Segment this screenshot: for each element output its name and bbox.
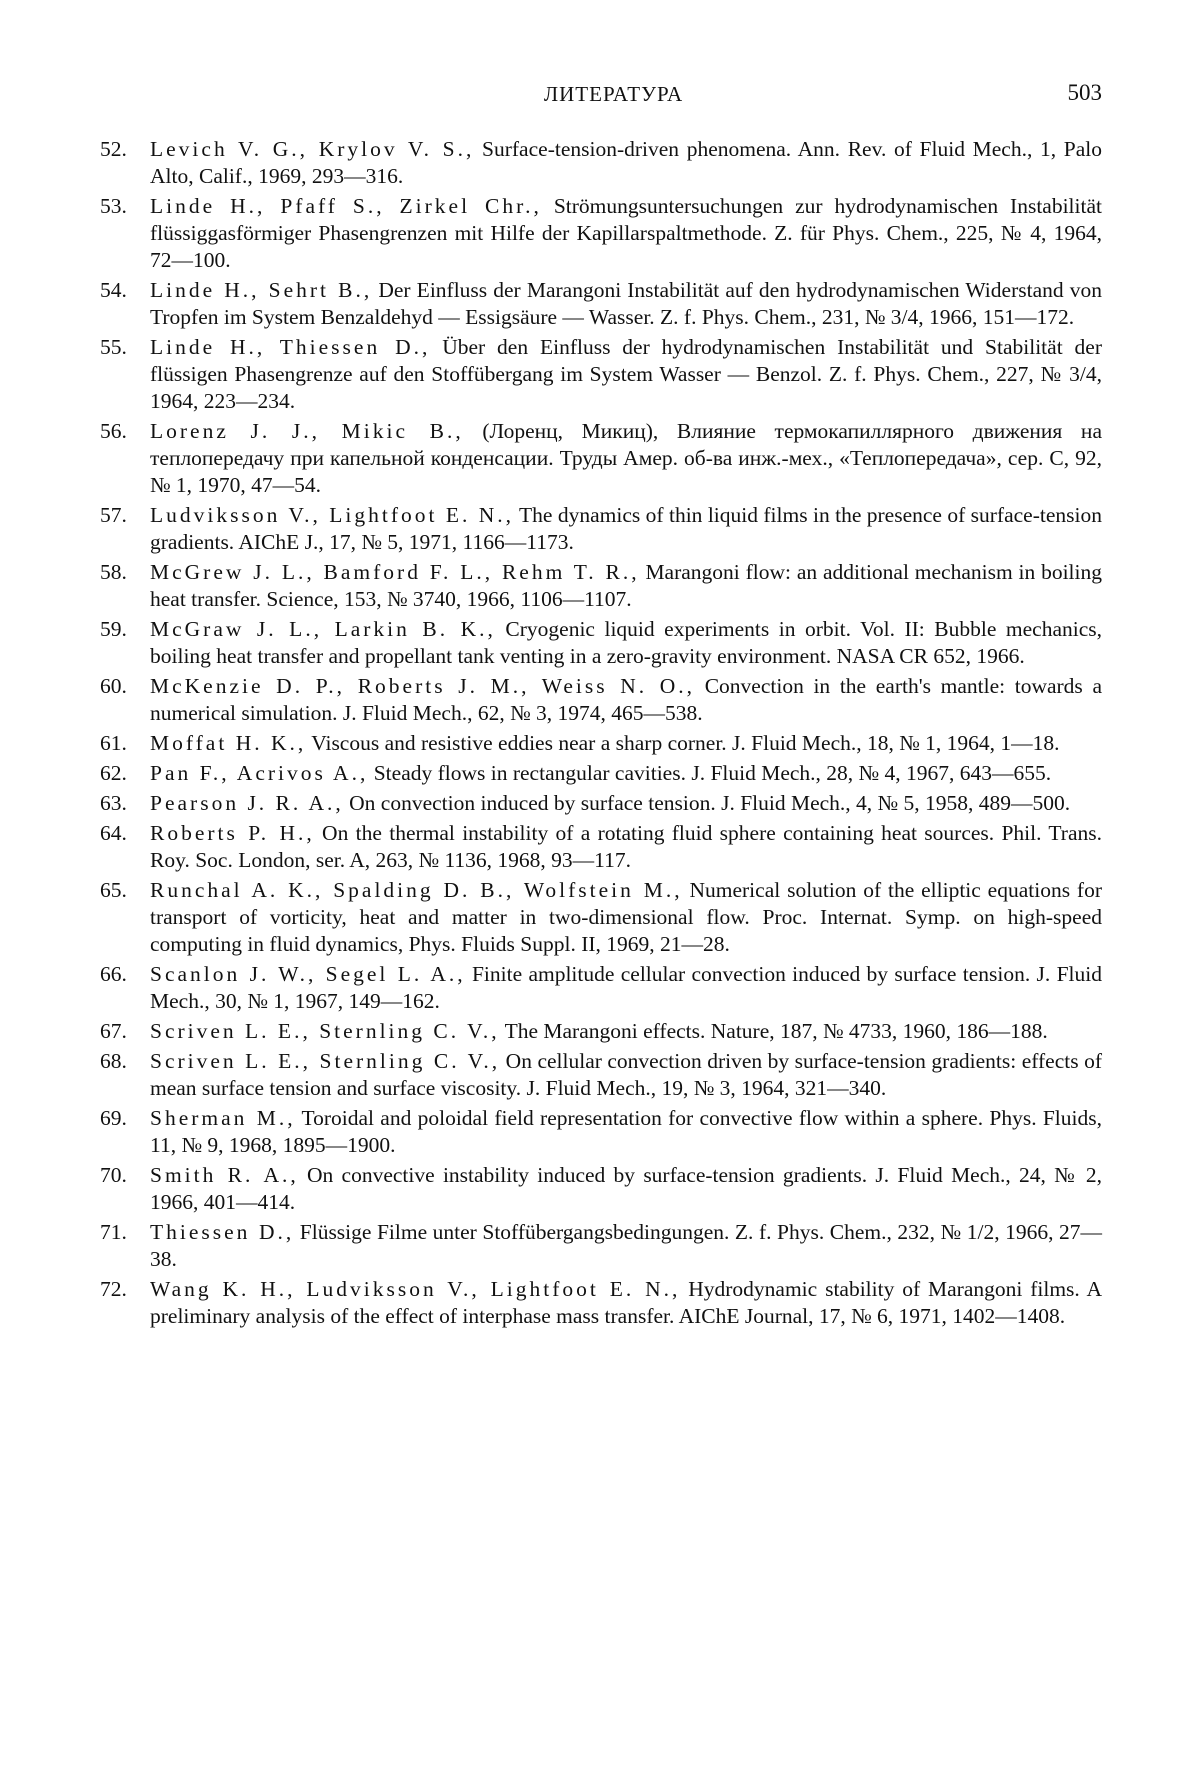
reference-authors: Scriven L. E., Sternling C. V.,: [150, 1019, 500, 1043]
reference-number: 64.: [100, 821, 127, 845]
reference-number: 69.: [100, 1106, 127, 1130]
reference-text: The dynamics of thin liquid films in the presence of surface-tension gradients. AIChE J., 17, № 5, 1971, 1166—1173.: [150, 503, 1102, 554]
reference-number: 68.: [100, 1049, 127, 1073]
reference-item: [100, 277, 1102, 331]
reference-number: 52.: [100, 137, 127, 161]
reference-authors: Ludviksson V., Lightfoot E. N.,: [150, 503, 515, 527]
reference-text: Numerical solution of the elliptic equations for transport of vorticity, heat and matter in two-dimensional flow. Proc. Internat. Symp. on high-speed computing in fluid dynamics, Phys. Fluids Suppl. II, 1969, 21—28.: [150, 878, 1102, 956]
reference-number: 65.: [100, 878, 127, 902]
reference-item: [100, 1048, 1102, 1102]
reference-authors: Moffat H. K.,: [150, 731, 307, 755]
reference-item: [100, 877, 1102, 958]
reference-number: 61.: [100, 731, 127, 755]
reference-authors: Thiessen D.,: [150, 1220, 295, 1244]
reference-authors: Scanlon J. W., Segel L. A.,: [150, 962, 466, 986]
reference-authors: Levich V. G., Krylov V. S.,: [150, 137, 475, 161]
reference-item: [100, 1276, 1102, 1330]
reference-number: 57.: [100, 503, 127, 527]
reference-item: [100, 730, 1102, 757]
reference-number: 71.: [100, 1220, 127, 1244]
reference-authors: Sherman M.,: [150, 1106, 296, 1130]
reference-text: The Marangoni effects. Nature, 187, № 4733, 1960, 186—188.: [499, 1019, 1048, 1043]
reference-item: [100, 1018, 1102, 1045]
reference-number: 70.: [100, 1163, 127, 1187]
reference-item: [100, 1162, 1102, 1216]
reference-text: On convective instability induced by surface-tension gradients. J. Fluid Mech., 24, № 2, 1966, 401—414.: [150, 1163, 1102, 1214]
reference-item: [100, 1219, 1102, 1273]
reference-authors: Linde H., Thiessen D.,: [150, 335, 431, 359]
reference-text: Marangoni flow: an additional mechanism in boiling heat transfer. Science, 153, № 3740, 1966, 1106—1107.: [150, 560, 1102, 611]
reference-number: 55.: [100, 335, 127, 359]
reference-item: [100, 673, 1102, 727]
reference-item: [100, 616, 1102, 670]
reference-text: Cryogenic liquid experiments in orbit. Vol. II: Bubble mechanics, boiling heat transfer and propellant tank venting in a zero-gravity environment. NASA CR 652, 1966.: [150, 617, 1102, 668]
reference-text: Toroidal and poloidal field representation for convective flow within a sphere. Phys. Fluids, 11, № 9, 1968, 1895—1900.: [150, 1106, 1102, 1157]
reference-item: [100, 502, 1102, 556]
reference-number: 53.: [100, 194, 127, 218]
reference-text: Hydrodynamic stability of Marangoni films. A preliminary analysis of the effect of interphase mass transfer. AIChE Journal, 17, № 6, 1971, 1402—1408.: [150, 1277, 1102, 1328]
reference-authors: Linde H., Pfaff S., Zirkel Chr.,: [150, 194, 542, 218]
reference-number: 60.: [100, 674, 127, 698]
reference-authors: Pearson J. R. A.,: [150, 791, 344, 815]
reference-text: (Лоренц, Микиц), Влияние термокапиллярного движения на теплопередачу при капельной конденсации. Труды Амер. об-ва инж.-мех., «Теплопередача», сер. С, 92, № 1, 1970, 47—54.: [150, 419, 1102, 497]
reference-number: 62.: [100, 761, 127, 785]
running-title: ЛИТЕРАТУРА: [543, 82, 684, 106]
reference-number: 58.: [100, 560, 127, 584]
reference-item: [100, 1105, 1102, 1159]
reference-number: 56.: [100, 419, 127, 443]
reference-authors: Wang K. H., Ludviksson V., Lightfoot E. N.,: [150, 1277, 681, 1301]
reference-number: 67.: [100, 1019, 127, 1043]
reference-text: Flüssige Filme unter Stoffübergangsbedingungen. Z. f. Phys. Chem., 232, № 1/2, 1966, 27—38.: [150, 1220, 1102, 1271]
reference-authors: Runchal A. K., Spalding D. B., Wolfstein M.,: [150, 878, 683, 902]
reference-item: [100, 961, 1102, 1015]
reference-item: [100, 820, 1102, 874]
reference-authors: Smith R. A.,: [150, 1163, 299, 1187]
reference-text: Convection in the earth's mantle: towards a numerical simulation. J. Fluid Mech., 62, № 3, 1974, 465—538.: [150, 674, 1102, 725]
reference-text: Steady flows in rectangular cavities. J. Fluid Mech., 28, № 4, 1967, 643—655.: [368, 761, 1052, 785]
reference-authors: Roberts P. H.,: [150, 821, 315, 845]
reference-number: 72.: [100, 1277, 127, 1301]
reference-text: Surface-tension-driven phenomena. Ann. Rev. of Fluid Mech., 1, Palo Alto, Calif., 1969, 293—316.: [150, 137, 1102, 188]
reference-number: 63.: [100, 791, 127, 815]
page-number: 503: [1067, 80, 1102, 105]
reference-authors: Linde H., Sehrt B.,: [150, 278, 373, 302]
reference-authors: Pan F., Acrivos A.,: [150, 761, 369, 785]
reference-number: 59.: [100, 617, 127, 641]
reference-number: 54.: [100, 278, 127, 302]
reference-text: Finite amplitude cellular convection induced by surface tension. J. Fluid Mech., 30, № 1, 1967, 149—162.: [150, 962, 1102, 1013]
page-header: [125, 0, 1102, 136]
reference-item: [100, 334, 1102, 415]
reference-authors: McGraw J. L., Larkin B. K.,: [150, 617, 496, 641]
reference-text: Über den Einfluss der hydrodynamischen Instabilität und Stabilität der flüssigen Phasengrenze auf den Stoffübergang im System Wasser — Benzol. Z. f. Phys. Chem., 227, № 3/4, 1964, 223—234.: [150, 335, 1102, 413]
reference-text: On cellular convection driven by surface-tension gradients: effects of mean surface tension and surface viscosity. J. Fluid Mech., 19, № 3, 1964, 321—340.: [150, 1049, 1102, 1100]
reference-item: [100, 760, 1102, 787]
reference-authors: Lorenz J. J., Mikic B.,: [150, 419, 464, 443]
reference-authors: Scriven L. E., Sternling C. V.,: [150, 1049, 501, 1073]
reference-text: On convection induced by surface tension. J. Fluid Mech., 4, № 5, 1958, 489—500.: [343, 791, 1071, 815]
reference-text: On the thermal instability of a rotating fluid sphere containing heat sources. Phil. Trans. Roy. Soc. London, ser. A, 263, № 1136, 1968, 93—117.: [150, 821, 1102, 872]
reference-number: 66.: [100, 962, 127, 986]
reference-item: [100, 136, 1102, 190]
reference-item: [100, 559, 1102, 613]
reference-item: [100, 418, 1102, 499]
reference-list: [100, 136, 1102, 1330]
reference-item: [100, 790, 1102, 817]
reference-text: Der Einfluss der Marangoni Instabilität auf den hydrodynamischen Widerstand von Tropfen im System Benzaldehyd — Essigsäure — Wasser. Z. f. Phys. Chem., 231, № 3/4, 1966, 151—172.: [150, 278, 1102, 329]
reference-item: [100, 193, 1102, 274]
reference-text: Strömungsuntersuchungen zur hydrodynamischen Instabilität flüssiggasförmiger Phasengrenzen mit Hilfe der Kapillarspaltmethode. Z. für Phys. Chem., 225, № 4, 1964, 72—100.: [150, 194, 1102, 272]
reference-text: Viscous and resistive eddies near a sharp corner. J. Fluid Mech., 18, № 1, 1964, 1—18.: [306, 731, 1060, 755]
reference-authors: McGrew J. L., Bamford F. L., Rehm T. R.,: [150, 560, 640, 584]
reference-authors: McKenzie D. P., Roberts J. M., Weiss N. O.,: [150, 674, 696, 698]
